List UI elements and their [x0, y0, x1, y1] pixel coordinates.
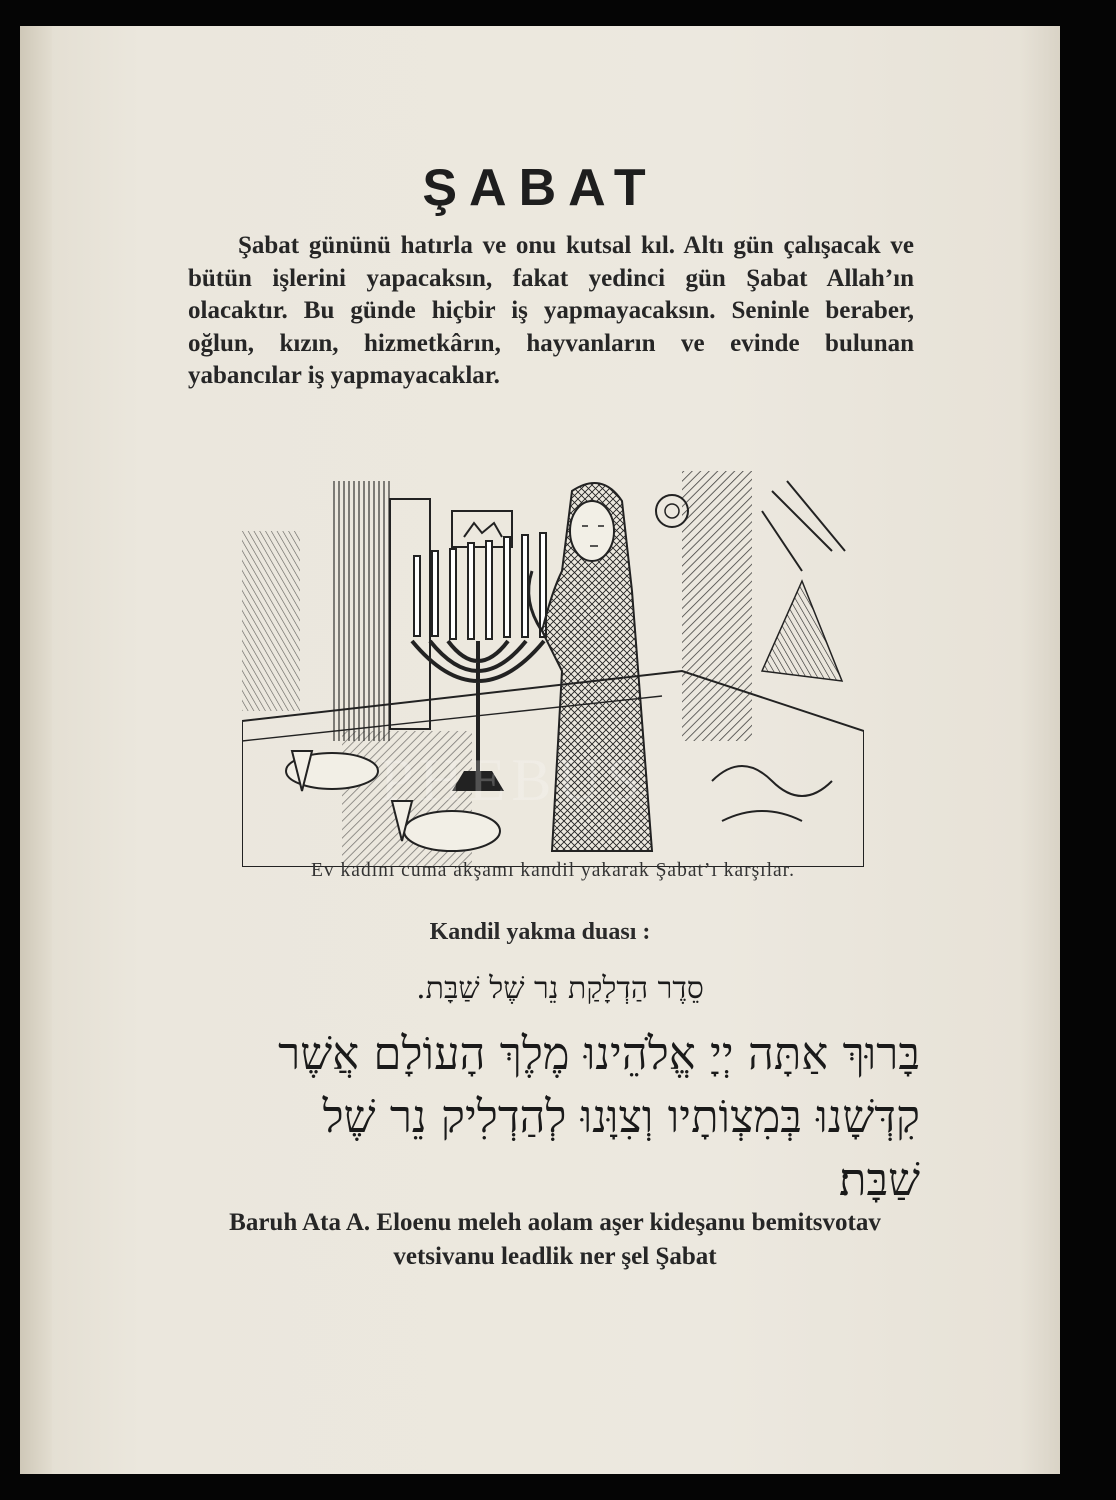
watermark: PHEBUS — [380, 747, 647, 813]
hebrew-line: שַׁבָּת׃ — [839, 1153, 920, 1206]
book-page — [20, 26, 1060, 1474]
page-title: ŞABAT — [422, 159, 658, 217]
prayer-heading: Kandil yakma duası : — [429, 919, 651, 945]
hebrew-line: בָּרוּךְ אַתָּה יְיָ אֱלֹהֵינוּ מֶלֶךְ הָעוֹלָם אֲשֶׁר — [278, 1027, 920, 1080]
transliteration: Baruh Ata A. Eloenu meleh aolam aşer kideşanu bemitsvotav vetsivanu leadlik ner şel Şabat — [229, 1209, 881, 1270]
page-spine-shadow — [20, 26, 52, 1474]
hebrew-title: סֵדֶר הַדְלָקַת נֵר שֶׁל שַׁבָּת. — [416, 971, 704, 1006]
body-paragraph: Şabat gününü hatırla ve onu kutsal kıl. Altı gün çalışacak ve bütün işlerini yapacaksın, fakat yedinci gün Şabat Allah’ın olacaktır. Bu günde hiçbir iş yapmayacaksın. Seninle beraber, oğlun, kızın, hizmetkârın, hayvanların ve evinde bulunan yabancılar iş yapmayacaklar. — [188, 232, 914, 389]
hebrew-line: קִדְּשָׁנוּ בְּמִצְוֹתָיו וְצִוָּנוּ לְהַדְלִיק נֵר שֶׁל — [322, 1090, 920, 1143]
hebrew-blessing — [190, 1022, 920, 1211]
illustration-caption: Ev kadını cuma akşamı kandil yakarak Şabat’ı karşılar. — [311, 860, 795, 881]
